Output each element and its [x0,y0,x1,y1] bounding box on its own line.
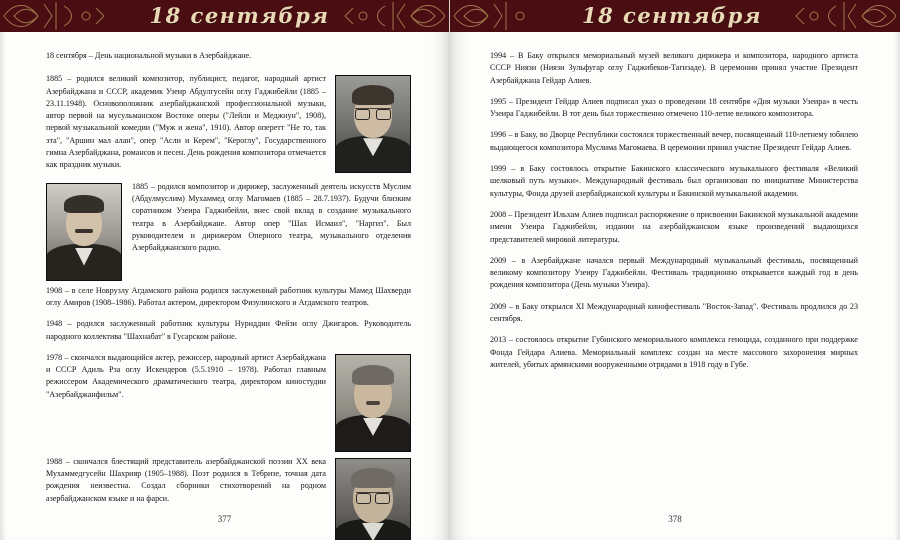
right-page [450,0,900,540]
paragraph-uzeyir-music-day-decree: 1995 – Президент Гейдар Алиев подписал указ о проведении 18 сентября «Дня музыки Узеира» в честь Узеира Гаджибейли. В тот день был торжественно отмечено 110-летие великого композитора. [490,96,858,119]
block-uzeyir [46,73,411,180]
left-page-divider [46,509,411,510]
block-magomayev [46,181,411,285]
block-iskenderov [46,352,411,456]
portrait-adil-iskenderov [335,354,411,452]
portrait-uzeyir-hajibeyli [335,75,411,173]
paragraph-mamed-amirov: 1908 – в селе Новрузлу Агдамского района родился заслуженный работник культуры Мамед Шахверди оглу Амиров (1908–1986). Работал актером, директором Физулинского и Агдамского театров. [46,285,411,307]
paragraph-uzeyir-hajibeyli: 1885 – родился великий композитор, публицист, педагог, народный артист Азербайджана и СССР, академик Узеир Абдулгусейн оглу Гаджибейли (1885 – 23.11.1948). Основоположник азербайджанской профессиональной музыки, автор первой на мусульманском Востоке оперы ("Лейли и Меджнун", 1908), первой музыкальной комедии ("Муж и жена", 1910). Автор оперетт "Не то, так эта", "Аршин мал алан", опер "Асли и Керем", "Кероглу", Государственного гимна Азербайджана, романсов и песен. День рождения композитора отмечается как праздник музыки. [46,74,326,170]
portrait-shahriyar [335,458,411,540]
paragraph-music-academy-naming: 2008 – Президент Ильхам Алиев подписал распоряжение о присвоении Бакинской музыкальной академии имени Узеира Гаджибейли, издании на азербайджанском языке произведений выдающихся представителей мировой литературы. [490,209,858,244]
left-page-content [0,32,449,502]
paragraph-magomayev-jubilee: 1996 – в Баку, во Дворце Республики состоялся торжественный вечер, посвященный 110-летнему юбилею выдающегося композитора Муслима Магомаева. В церемонии принял участие Президент Гейдар Алиев. [490,130,858,152]
portrait-muslim-magomayev [46,183,122,281]
right-page-content [450,32,900,502]
left-page-header-title: 18 сентября [149,3,330,28]
right-page-header [450,0,900,32]
paragraph-nuriddin-jigarov: 1948 – родился заслуженный работник культуры Нуриддин Фейзи оглу Джигаров. Руководитель народного коллектива "Шахнабат" в Гусарском районе. [46,319,411,341]
paragraph-east-west-film-festival: 2009 – в Баку открылся XI Международный кинофестиваль "Восток-Запад". Фестиваль продлился до 23 сентября. [490,301,858,324]
paragraph-adil-iskenderov: 1978 – скончался выдающийся актер, режиссер, народный артист Азербайджана и СССР Адиль Рза оглу Искендеров (5.5.1910 – 1978). Работал главным режиссером Академического драматического театра, директором киностудии "Азербайджанфильм". [46,352,326,399]
paragraph-niyazi-museum: 1994 – В Баку открылся мемориальный музей великого дирижера и композитора, народного артиста СССР Ниязи (Ниязи Зульфугар оглу Гаджибеков-Тагизаде). В церемонии принял участие Президент Азербайджана Гейдар Алиев. [490,51,858,85]
right-page-divider [496,509,862,510]
left-page-number: 377 [217,514,232,524]
block-shahriyar [46,456,411,540]
paragraph-national-music-day: 18 сентября – День национальной музыки в Азербайджане. [46,51,252,60]
paragraph-silk-road-festival: 1999 – в Баку состоялось открытие Бакинского классического музыкального фестиваля «Великий шелковый путь музыки». Международный фестиваль был организован по инициативе Министерства культуры, Фонда друзей азербайджанской культуры и Бакинской музыкальной академии. [490,164,858,198]
paragraph-first-international-festival: 2009 – в Азербайджане начался первый Международный музыкальный фестиваль, посвященный великому композитору Узеиру Гаджибейли. Фестиваль традиционно открывается каждый год в день рождения композитора (День музыки Узеира). [490,255,858,290]
paragraph-muslim-magomayev: 1885 – родился композитор и дирижер, заслуженный деятель искусств Муслим (Абдулмуслим) Мухаммед оглу Магомаев (1885 – 28.7.1937). Будучи близким соратником Узеира Гаджибейли, внес свой вклад в создание музыкального театра в Азербайджане. Автор опер "Шах Исмаил", "Наргиз". Был руководителем и дирижером Оперного театра, музыкального отделения Азербайджанского радио. [132,181,411,253]
left-page-header [0,0,449,32]
paragraph-guba-memorial-complex: 2013 – состоялось открытие Губинского мемориального комплекса геноцида, созданного при поддержке Фонда Гейдара Алиева. Мемориальный комплекс создан на месте массового захоронения мирных жителей, убитых армянскими вооруженными отрядами в 1918 году в Губе. [490,335,858,369]
right-page-header-title: 18 сентября [582,3,762,28]
paragraph-shahriyar: 1988 – скончался блестящий представитель азербайджанской поэзии ХХ века Мухаммедгусейн Шахрияр (1905–1988). Поэт родился в Тебризе, точная дата рождения неизвестна. Создал сборники стихотворений на родном азербайджанском языке и на фарси. [46,456,326,503]
right-page-number: 378 [668,514,682,524]
